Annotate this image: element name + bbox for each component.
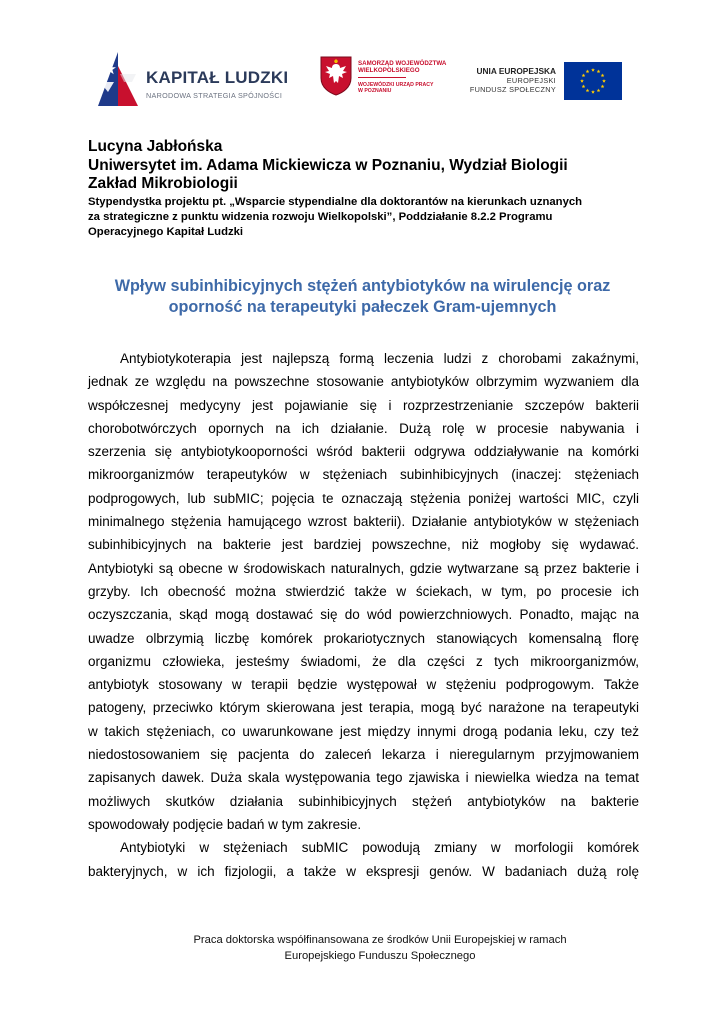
body-text [88, 347, 639, 883]
eagle-shield-icon [320, 56, 352, 96]
footer-line2: Europejskiego Funduszu Społecznego [284, 949, 476, 962]
paragraph-line: chorobotwórczych opornych na ich działanie. Dużą rolę w procesie nabywania i [88, 420, 639, 436]
kapital-ludzki-icon [96, 52, 138, 106]
author-block [88, 138, 648, 240]
wup-name [358, 82, 434, 94]
title-line1: Wpływ subinhibicyjnych stężeń antybiotyków na wirulencję oraz [114, 277, 611, 295]
paragraph-line: mikroorganizmów terapeutyków w stężeniach subinhibicyjnych (inaczej: stężeniach [88, 467, 639, 483]
author-name: Lucyna Jabłońska [88, 138, 223, 155]
wielkopolska-line3: WOJEWÓDZKI URZĄD PRACY [358, 82, 434, 88]
paragraph-line: grzyby. Ich obecność można stwierdzić także w ściekach, w tym, po procesie ich [88, 583, 639, 599]
eu-line1: UNIA EUROPEJSKA [476, 66, 556, 76]
eu-flag-icon [564, 62, 622, 100]
kapital-ludzki-logo [96, 52, 296, 106]
paragraph-line: Antybiotyki w stężeniach subMIC powodują zmiany w morfologii komórek [120, 840, 639, 856]
project-line: za strategiczne z punktu widzenia rozwoju Wielkopolski”, Poddziałanie 8.2.2 Programu [88, 210, 553, 223]
paragraph-line: uwadze olbrzymią liczbę komórek prokariotycznych stanowiących komensalną florę [88, 630, 639, 646]
paragraph-2 [88, 836, 639, 883]
eu-text [470, 66, 556, 94]
author-university: Uniwersytet im. Adama Mickiewicza w Poznaniu, Wydział Biologii [88, 156, 568, 174]
paragraph-line: Antybiotyki są obecne w środowiskach naturalnych, gdzie wytwarzane są przez bakterie i [88, 560, 639, 576]
wielkopolska-line2: WIELKOPOLSKIEGO [358, 67, 420, 74]
paragraph-line: w takich stężeniach, co uwarunkowane jest między innymi drogą podania leku, czy też [88, 723, 639, 739]
document-title [70, 276, 655, 318]
paragraph-line: bakteryjnych, w ich fizjologii, a także w ekspresji genów. W badaniach dużą rolę [88, 863, 639, 879]
paragraph-line: spowodowały podjęcie badań w tym zakresie. [88, 816, 362, 832]
wielkopolska-line4: W POZNANIU [358, 88, 392, 94]
header-logos [0, 48, 725, 112]
title-line2: oporność na terapeutyki pałeczek Gram-ujemnych [168, 298, 557, 316]
wielkopolska-line1: SAMORZĄD WOJEWÓDZTWA [358, 60, 447, 67]
project-line: Stypendystka projektu pt. „Wsparcie stypendialne dla doktorantów na kierunkach uznanych [88, 195, 583, 208]
paragraph-line: podprogowych, lub subMIC; pojęcia te oznaczają stężenia poniżej wartości MIC, czyli [88, 490, 639, 506]
paragraph-line: niedostosowaniem się pacjenta do zaleceń lekarza i nieregularnym przyjmowaniem [88, 747, 639, 763]
wielkopolska-divider [358, 77, 406, 78]
paragraph-line: oczyszczania, skąd mogą dostawać się do wód powierzchniowych. Ponadto, mając na [88, 607, 639, 623]
eu-line2: EUROPEJSKI [506, 76, 556, 85]
paragraph-line: organizmu człowieka, jesteśmy świadomi, że dla części z tych mikroorganizmów, [88, 653, 639, 669]
paragraph-line: szerzenia się antybiotykooporności wśród bakterii odgrywa oddziaływanie na komórki [88, 444, 639, 460]
paragraph-1 [88, 347, 639, 836]
paragraph-line: możliwych skutków działania subinhibicyjnych stężeń antybiotyków na bakterie [88, 793, 639, 809]
project-line: Operacyjnego Kapitał Ludzki [88, 225, 244, 238]
kapital-ludzki-subtitle: NARODOWA STRATEGIA SPÓJNOŚCI [146, 91, 283, 100]
paragraph-line: minimalnego stężenia hamującego wzrost bakterii). Działanie antybiotyków w stężeniach [88, 514, 639, 530]
author-department: Zakład Mikrobiologii [88, 175, 238, 192]
paragraph-line: zapisanych dawek. Duża skala występowania tego zjawiska i niewielka wiedza na temat [88, 770, 639, 786]
wielkopolska-name [358, 60, 446, 74]
paragraph-line: jednak ze względu na powszechne stosowanie antybiotyków olbrzymim wyzwaniem dla [88, 374, 639, 390]
project-description [88, 195, 648, 240]
paragraph-line: patogeny, przeciwko którym skierowana jest terapia, mogą być narażone na terapeutyki [88, 700, 639, 716]
paragraph-line: subinhibicyjnych na bakterie jest bardziej powszechne, niż mogłoby się wydawać. [88, 537, 639, 553]
footer-line1: Praca doktorska współfinansowana ze środków Unii Europejskiej w ramach [193, 934, 567, 946]
paragraph-line: antybiotyk stosowany w terapii będzie występował w stężeniu podprogowym. Także [88, 677, 639, 693]
footer [120, 933, 640, 964]
kapital-ludzki-title: KAPITAŁ LUDZKI [146, 68, 289, 87]
eu-line3: FUNDUSZ SPOŁECZNY [469, 85, 556, 94]
paragraph-line: współczesnej medycyny jest pojawianie się i rozprzestrzenianie szczepów bakterii [88, 397, 639, 413]
paragraph-line: Antybiotykoterapia jest najlepszą formą leczenia ludzi z chorobami zakaźnymi, [120, 351, 639, 366]
wielkopolska-logo [320, 56, 447, 106]
eu-logo [462, 62, 622, 102]
